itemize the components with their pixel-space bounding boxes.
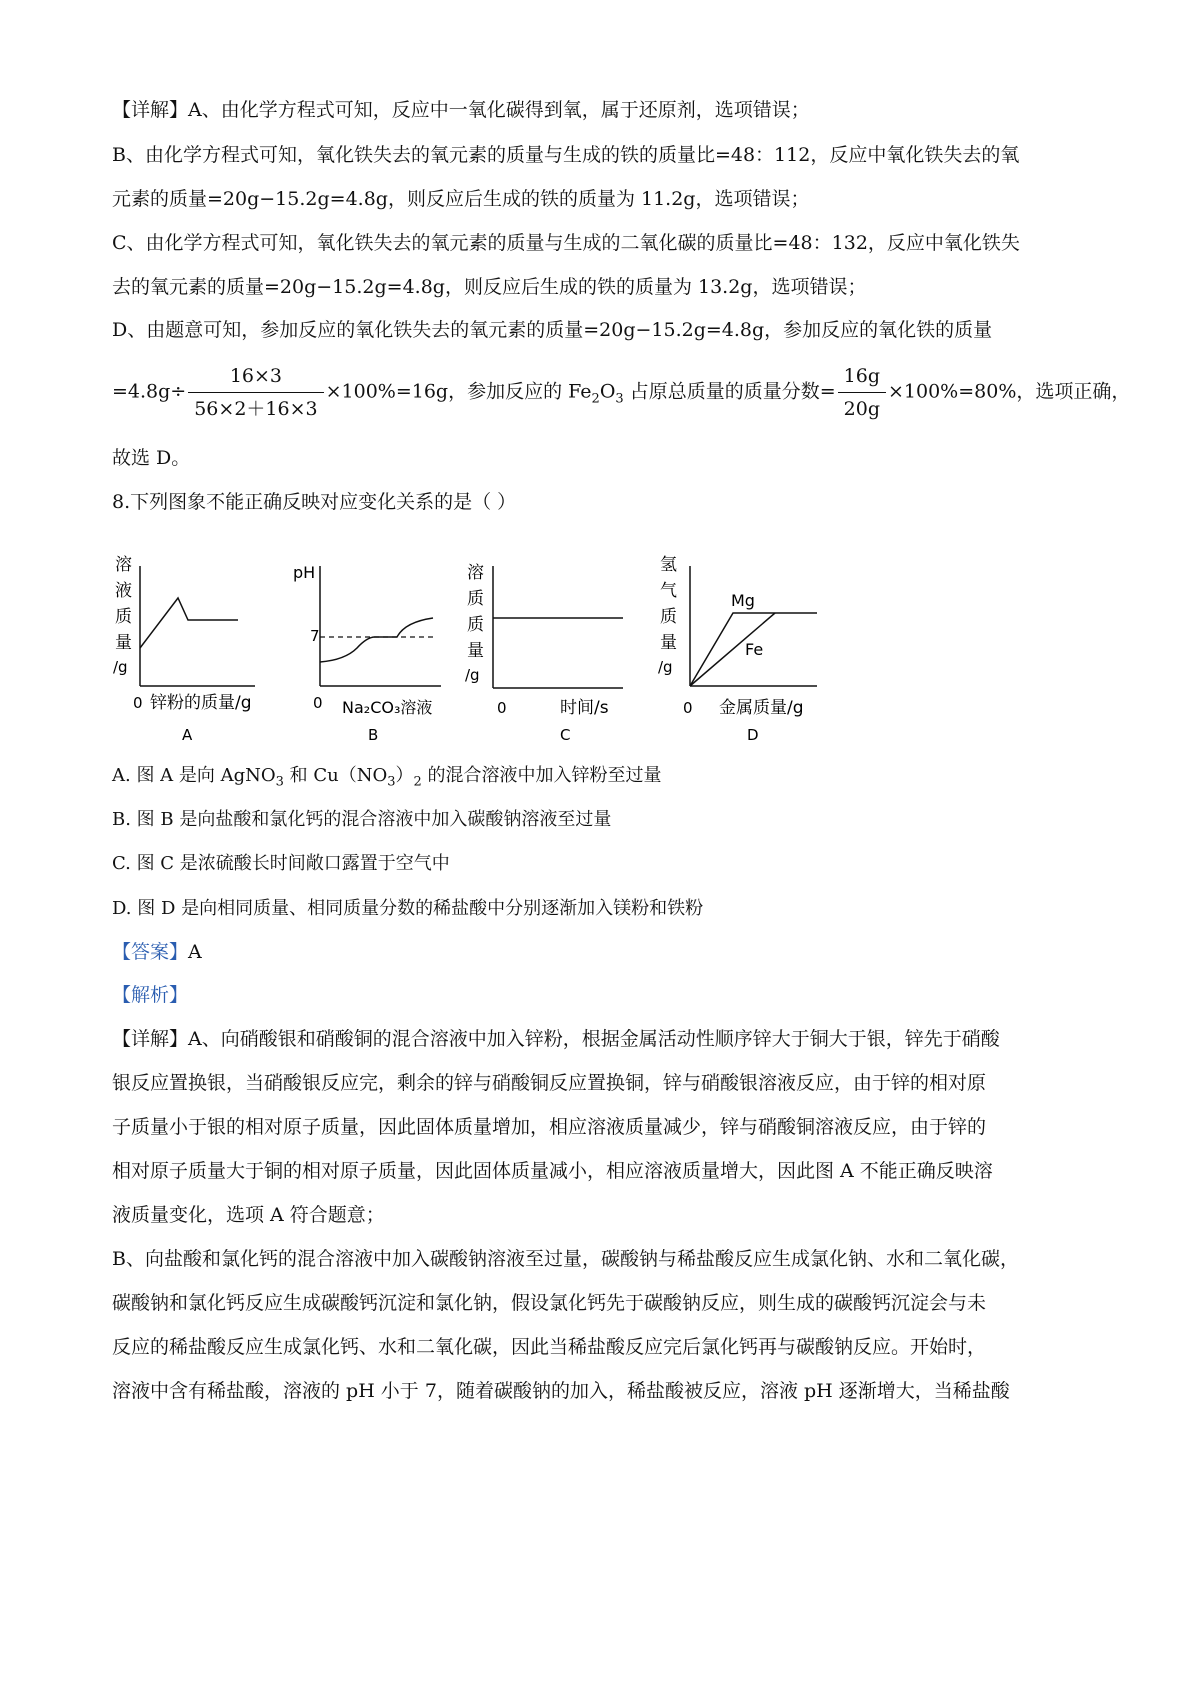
analysis-line-7: 碳酸钠和氯化钙反应生成碳酸钙沉淀和氯化钠，假设氯化钙先于碳酸钠反应，则生成的碳酸钙沉淀会与未	[112, 1292, 987, 1314]
figure-d-ylabel-4: 量	[660, 633, 677, 653]
figures-group	[105, 548, 845, 748]
figure-c-caption: C	[560, 726, 571, 744]
figure-a-ylabel-1: 溶	[115, 555, 132, 575]
figure-a-xlabel: 锌粉的质量/g	[150, 693, 252, 713]
option-a-sub-3: 2	[413, 774, 422, 790]
analysis-line-2: 银反应置换银，当硝酸银反应完，剩余的锌与硝酸铜反应置换铜，锌与硝酸银溶液反应，由于锌的相对原	[112, 1072, 987, 1094]
option-c: C. 图 C 是浓硫酸长时间敞口露置于空气中	[112, 853, 450, 874]
analysis-line-3: 子质量小于银的相对原子质量，因此固体质量增加，相应溶液质量减少，锌与硝酸铜溶液反应，由于锌的	[112, 1116, 987, 1138]
figure-d	[658, 555, 817, 744]
fraction-2-denominator: 20g	[843, 398, 880, 420]
figure-c-ylabel-3: 质	[467, 615, 484, 635]
answer-value: A	[188, 941, 202, 963]
figure-a-origin: 0	[133, 694, 143, 712]
detail-d-formula	[112, 362, 1130, 423]
detail-c-line-1: C、由化学方程式可知，氧化铁失去的氧元素的质量与生成的二氧化碳的质量比=48：132，反应中氧化铁失	[112, 232, 1020, 254]
figure-d-fe-label: Fe	[745, 640, 764, 659]
option-a-mid: 和 Cu（NO	[283, 765, 388, 786]
o-subscript: 3	[615, 391, 624, 407]
fraction-1	[188, 362, 323, 423]
question-stem: 8.下列图象不能正确反映对应变化关系的是（ ）	[112, 491, 517, 513]
option-a-prefix: A. 图 A 是向 AgNO	[112, 765, 276, 786]
figure-c-ylabel-1: 溶	[467, 563, 484, 583]
figure-d-caption: D	[747, 726, 759, 744]
analysis-line-4: 相对原子质量大于铜的相对原子质量，因此固体质量减小，相应溶液质量增大，因此图 A 不能正确反映溶	[112, 1160, 993, 1182]
fraction-1-denominator: 56×2＋16×3	[194, 398, 318, 420]
figure-b-curve	[320, 618, 433, 662]
answer-label: 【答案】	[112, 941, 189, 963]
answer-line	[112, 940, 202, 964]
figure-a-curve	[140, 598, 238, 648]
figure-b-caption: B	[368, 726, 379, 744]
figure-d-mg-label: Mg	[731, 591, 755, 610]
analysis-line-9: 溶液中含有稀盐酸，溶液的 pH 小于 7，随着碳酸钠的加入，稀盐酸被反应，溶液 pH 逐渐增大，当稀盐酸	[112, 1380, 1010, 1402]
option-a	[112, 764, 662, 795]
figure-c-ylabel-4: 量	[467, 641, 484, 661]
figure-a-ylabel-5: /g	[113, 658, 128, 676]
option-d: D. 图 D 是向相同质量、相同质量分数的稀盐酸中分别逐渐加入镁粉和铁粉	[112, 898, 704, 919]
figure-b-xlabel: Na₂CO₃溶液	[342, 698, 433, 717]
formula-mid-2: 占原总质量的质量分数=	[623, 380, 836, 403]
formula-prefix: =4.8g÷	[112, 380, 187, 403]
figure-d-xlabel: 金属质量/g	[719, 698, 804, 718]
analysis-label: 【解析】	[112, 984, 189, 1006]
option-b: B. 图 B 是向盐酸和氯化钙的混合溶液中加入碳酸钠溶液至过量	[112, 809, 612, 830]
analysis-line-5: 液质量变化，选项 A 符合题意；	[112, 1204, 385, 1226]
figure-a-ylabel-3: 质	[115, 607, 132, 627]
fraction-1-numerator: 16×3	[188, 362, 323, 393]
fe-subscript: 2	[591, 391, 600, 407]
analysis-line-1: 【详解】A、向硝酸银和硝酸铜的混合溶液中加入锌粉，根据金属活动性顺序锌大于铜大于银，锌先于硝酸	[112, 1028, 1000, 1050]
fraction-2-numerator: 16g	[838, 362, 886, 393]
oxygen-symbol: O	[599, 380, 616, 403]
figure-d-ylabel-1: 氢	[660, 555, 677, 575]
detail-d-line-1: D、由题意可知，参加反应的氧化铁失去的氧元素的质量=20g−15.2g=4.8g，参加反应的氧化铁的质量	[112, 319, 993, 341]
figure-b-origin: 0	[313, 694, 323, 712]
figure-a-ylabel-2: 液	[115, 581, 132, 601]
option-a-close: ）	[395, 765, 414, 786]
detail-b-line-2: 元素的质量=20g−15.2g=4.8g，则反应后生成的铁的质量为 11.2g，选项错误；	[112, 188, 810, 210]
figure-d-ylabel-5: /g	[658, 658, 673, 676]
detail-c-line-2: 去的氧元素的质量=20g−15.2g=4.8g，则反应后生成的铁的质量为 13.2g，选项错误；	[112, 276, 867, 298]
figure-c-xlabel: 时间/s	[560, 698, 609, 718]
option-a-suffix: 的混合溶液中加入锌粉至过量	[421, 765, 662, 786]
analysis-line-6: B、向盐酸和氯化钙的混合溶液中加入碳酸钠溶液至过量，碳酸钠与稀盐酸反应生成氯化钠、水和二氧化碳，	[112, 1248, 1019, 1270]
figure-c-ylabel-2: 质	[467, 589, 484, 609]
figure-a-ylabel-4: 量	[115, 633, 132, 653]
figure-c-origin: 0	[497, 699, 507, 717]
figure-d-ylabel-3: 质	[660, 607, 677, 627]
option-a-sub-2: 3	[387, 774, 396, 790]
option-a-sub-1: 3	[275, 774, 284, 790]
figure-d-ylabel-2: 气	[660, 581, 677, 601]
figure-c-ylabel-5: /g	[465, 666, 480, 684]
fraction-2	[838, 362, 886, 423]
figure-c	[465, 563, 623, 744]
figure-b-ph7-label: 7	[310, 627, 320, 645]
analysis-line-8: 反应的稀盐酸反应生成氯化钙、水和二氧化碳，因此当稀盐酸反应完后氯化钙再与碳酸钠反应。开始时，	[112, 1336, 987, 1358]
conclusion-line: 故选 D。	[112, 447, 191, 469]
formula-mid: ×100%=16g，参加反应的 Fe	[325, 380, 592, 403]
figure-b	[293, 563, 441, 744]
detail-b-line-1: B、由化学方程式可知，氧化铁失去的氧元素的质量与生成的铁的质量比=48：112，反应中氧化铁失去的氧	[112, 144, 1020, 166]
figure-b-ylabel: pH	[293, 563, 316, 582]
figure-a	[113, 555, 255, 744]
formula-suffix: ×100%=80%，选项正确，	[887, 380, 1131, 403]
figure-d-origin: 0	[683, 699, 693, 717]
figure-a-caption: A	[182, 726, 193, 744]
detail-a-line: 【详解】A、由化学方程式可知，反应中一氧化碳得到氧，属于还原剂，选项错误；	[112, 99, 810, 121]
